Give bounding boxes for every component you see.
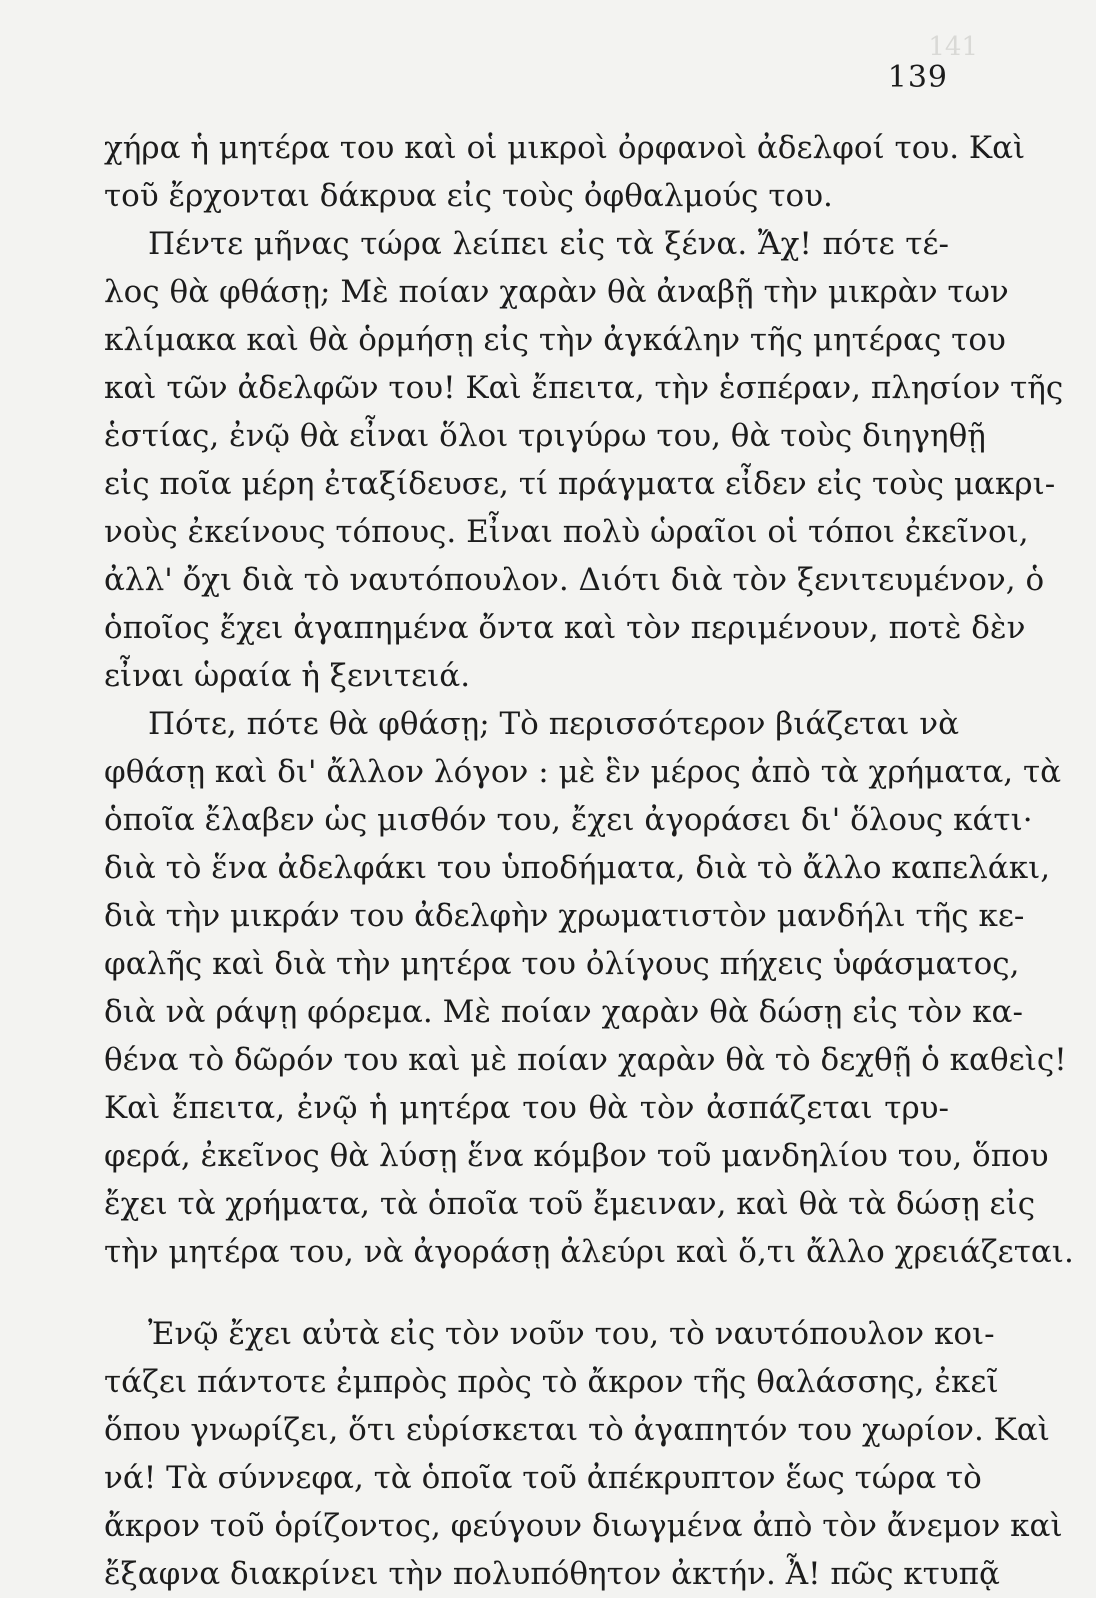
page-body-text [104, 124, 1074, 1598]
text-line: κλίμακα καὶ θὰ ὁρμήσῃ εἰς τὴν ἀγκάλην τῆς μητέρας του [104, 322, 1006, 358]
text-line: εἶναι ὡραία ἡ ξενιτειά. [104, 658, 471, 694]
text-line: διὰ τὸ ἕνα ἀδελφάκι του ὑποδήματα, διὰ τὸ ἄλλο καπελάκι, [104, 850, 1051, 886]
text-line: λος θὰ φθάσῃ; Μὲ ποίαν χαρὰν θὰ ἀναβῇ τὴν μικρὰν των [104, 274, 1009, 310]
text-line: διὰ νὰ ράψῃ φόρεμα. Μὲ ποίαν χαρὰν θὰ δώσῃ εἰς τὸν κα- [104, 994, 1023, 1030]
text-line: Ἐνῷ ἔχει αὐτὰ εἰς τὸν νοῦν του, τὸ ναυτόπουλον κοι- [148, 1316, 995, 1352]
text-line: χήρα ἡ μητέρα του καὶ οἱ μικροὶ ὀρφανοὶ ἀδελφοί του. Καὶ [104, 130, 1026, 166]
text-line: τὴν μητέρα του, νὰ ἀγοράσῃ ἀλεύρι καὶ ὅ,τι ἄλλο χρειάζεται. [104, 1234, 1074, 1270]
text-line: νοὺς ἐκείνους τόπους. Εἶναι πολὺ ὡραῖοι οἱ τόποι ἐκεῖνοι, [104, 514, 1029, 550]
paragraph-1 [104, 124, 1026, 220]
text-line: διὰ τὴν μικράν του ἀδελφὴν χρωματιστὸν μανδήλι τῆς κε- [104, 898, 1025, 934]
text-line: νά! Τὰ σύννεφα, τὰ ὁποῖα τοῦ ἀπέκρυπτον ἕως τώρα τὸ [104, 1460, 982, 1496]
text-line: Πότε, πότε θὰ φθάσῃ; Τὸ περισσότερον βιάζεται νὰ [148, 706, 960, 742]
text-line: φερά, ἐκεῖνος θὰ λύσῃ ἕνα κόμβον τοῦ μανδηλίου του, ὅπου [104, 1138, 1049, 1174]
text-line: φαλῆς καὶ διὰ τὴν μητέρα του ὀλίγους πήχεις ὑφάσματος, [104, 946, 1020, 982]
text-line: θένα τὸ δῶρόν του καὶ μὲ ποίαν χαρὰν θὰ τὸ δεχθῇ ὁ καθεὶς! [104, 1042, 1067, 1078]
text-line: φθάσῃ καὶ δι' ἄλλον λόγον : μὲ ἓν μέρος ἀπὸ τὰ χρήματα, τὰ [104, 754, 1062, 790]
text-line: ἑστίας, ἐνῷ θὰ εἶναι ὅλοι τριγύρω του, θὰ τοὺς διηγηθῇ [104, 418, 986, 454]
paragraph-spacer [104, 1276, 949, 1310]
text-line: ἀλλ' ὄχι διὰ τὸ ναυτόπουλον. Διότι διὰ τὸν ξενιτευμένον, ὁ [104, 562, 1045, 598]
text-line: ἄκρον τοῦ ὁρίζοντος, φεύγουν διωγμένα ἀπὸ τὸν ἄνεμον καὶ [104, 1508, 1063, 1544]
page-number: 139 [887, 60, 948, 95]
text-line: εἰς ποῖα μέρη ἐταξίδευσε, τί πράγματα εἶδεν εἰς τοὺς μακρι- [104, 466, 1056, 502]
text-line: τάζει πάντοτε ἐμπρὸς πρὸς τὸ ἄκρον τῆς θαλάσσης, ἐκεῖ [104, 1364, 999, 1400]
text-line: Καὶ ἔπειτα, ἐνῷ ἡ μητέρα του θὰ τὸν ἀσπάζεται τρυ- [104, 1090, 949, 1126]
paragraph-4 [104, 1310, 1063, 1598]
text-line: ἔξαφνα διακρίνει τὴν πολυπόθητον ἀκτήν. Ἆ! πῶς κτυπᾷ [104, 1556, 1000, 1592]
text-line: καὶ τῶν ἀδελφῶν του! Καὶ ἔπειτα, τὴν ἑσπέραν, πλησίον τῆς [104, 370, 1064, 406]
faded-show-through-page-number: 141 [928, 32, 978, 62]
text-line: ἔχει τὰ χρήματα, τὰ ὁποῖα τοῦ ἔμειναν, καὶ θὰ τὰ δώσῃ εἰς [104, 1186, 1036, 1222]
paragraph-3 [104, 700, 1074, 1276]
text-line: Πέντε μῆνας τώρα λείπει εἰς τὰ ξένα. Ἄχ! πότε τέ- [148, 226, 949, 262]
text-line: ὅπου γνωρίζει, ὅτι εὑρίσκεται τὸ ἀγαπητόν του χωρίον. Καὶ [104, 1412, 1050, 1448]
text-line: ὁποῖος ἔχει ἀγαπημένα ὄντα καὶ τὸν περιμένουν, ποτὲ δὲν [104, 610, 1026, 646]
text-line: τοῦ ἔρχονται δάκρυα εἰς τοὺς ὀφθαλμούς του. [104, 178, 833, 214]
text-line: ὁποῖα ἔλαβεν ὡς μισθόν του, ἔχει ἀγοράσει δι' ὅλους κάτι· [104, 802, 1033, 838]
paragraph-2 [104, 220, 1064, 700]
